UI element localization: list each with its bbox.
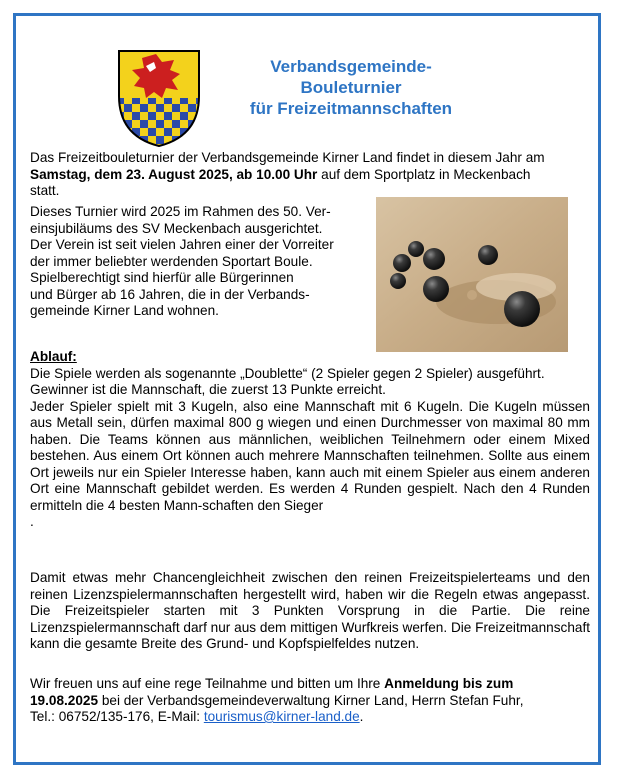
closing-line-2 <box>30 693 590 710</box>
ablauf-section <box>30 349 590 531</box>
jubilee-line: und Bürger ab 16 Jahren, die in der Verbands- <box>30 286 310 302</box>
ablauf-p1: Die Spiele werden als sogenannte „Doublette“ (2 Spieler gegen 2 Spieler) ausgeführt. <box>30 365 545 381</box>
contact-phone: Tel.: 06752/135-176, E-Mail: <box>30 709 204 724</box>
ablauf-heading: Ablauf: <box>30 349 77 364</box>
intro-line-3: statt. <box>30 183 60 198</box>
title-line-1: Verbandsgemeinde- <box>270 57 432 76</box>
boule-balls-image <box>376 197 568 352</box>
jubilee-paragraph <box>30 204 360 320</box>
closing-end: . <box>359 709 364 724</box>
intro-line-2 <box>30 167 586 184</box>
jubilee-line: gemeinde Kirner Land wohnen. <box>30 303 219 318</box>
ablauf-p2: Gewinner ist die Mannschaft, die zuerst 13 Punkte erreicht. <box>30 382 386 397</box>
title-line-2: Bouleturnier <box>300 78 402 97</box>
chance-paragraph: Damit etwas mehr Chancengleichheit zwischen den reinen Freizeitspielerteams und den reinen Lizenzspielermannschaften hergestellt wird, haben wir die Regeln etwas angepasst. Die Freizeitspieler starten mit 3 Punkten Vorsprung in die Partie. Die reine Lizenzspielermannschaft darf nur aus dem mittigen Wurfkreis werfen. Die Freizeitmannschaft kann die gesamte Breite des Grund- und Kopfspielfeldes nutzen. <box>30 570 590 651</box>
closing-pre: Wir freuen uns auf eine rege Teilnahme und bitten um Ihre <box>30 676 385 691</box>
intro-paragraph <box>30 150 586 200</box>
intro-line-2-rest: auf dem Sportplatz in Meckenbach <box>317 166 531 182</box>
registration-deadline-label: Anmeldung bis zum <box>384 676 514 691</box>
jubilee-line: Der Verein ist seit vielen Jahren einer der Vorreiter <box>30 237 334 252</box>
ablauf-p3: Jeder Spieler spielt mit 3 Kugeln, also eine Mannschaft mit 6 Kugeln. Die Kugeln müssen aus Metall sein, dürfen maximal 800 g wiegen und einen Durchmesser von maximal 80 mm haben. Die Teams können aus männlichen, weiblichen Teilnehmern oder einem Mixed bestehen. Aus einem Ort können auch mehrere Mannschaften teilnehmen. Sollte aus einem Ort jeweils nur ein Spieler Interesse haben, kann auch mit einem Spieler aus einem anderen Ort eine Mannschaft gebildet werden. Es werden 4 Runden gespielt. Nach den 4 Runden ermitteln die 4 besten Mann-schaften den Sieger <box>30 398 590 513</box>
coat-of-arms-icon <box>116 48 202 148</box>
closing-line-1 <box>30 676 590 693</box>
jubilee-line: Spielberechtigt sind hierfür alle Bürgerinnen <box>30 270 294 285</box>
closing-paragraph <box>30 676 590 726</box>
page-title <box>222 56 480 119</box>
closing-line-2-rest: bei der Verbandsgemeindeverwaltung Kirner Land, Herrn Stefan Fuhr, <box>98 692 524 708</box>
ablauf-dot: . <box>30 514 34 529</box>
closing-line-3 <box>30 709 590 726</box>
email-link[interactable]: tourismus@kirner-land.de <box>203 709 360 724</box>
jubilee-line: Dieses Turnier wird 2025 im Rahmen des 50. Ver- <box>30 204 331 219</box>
jubilee-line: einsjubiläums des SV Meckenbach ausgerichtet. <box>30 220 323 236</box>
intro-line-1: Das Freizeitbouleturnier der Verbandsgemeinde Kirner Land findet in diesem Jahr am <box>30 150 545 165</box>
event-date: Samstag, dem 23. August 2025, ab 10.00 Uhr <box>30 166 318 182</box>
registration-deadline-date: 19.08.2025 <box>30 692 99 708</box>
title-line-3: für Freizeitmannschaften <box>249 99 453 118</box>
jubilee-line: der immer beliebter werdenden Sportart Boule. <box>30 253 313 269</box>
